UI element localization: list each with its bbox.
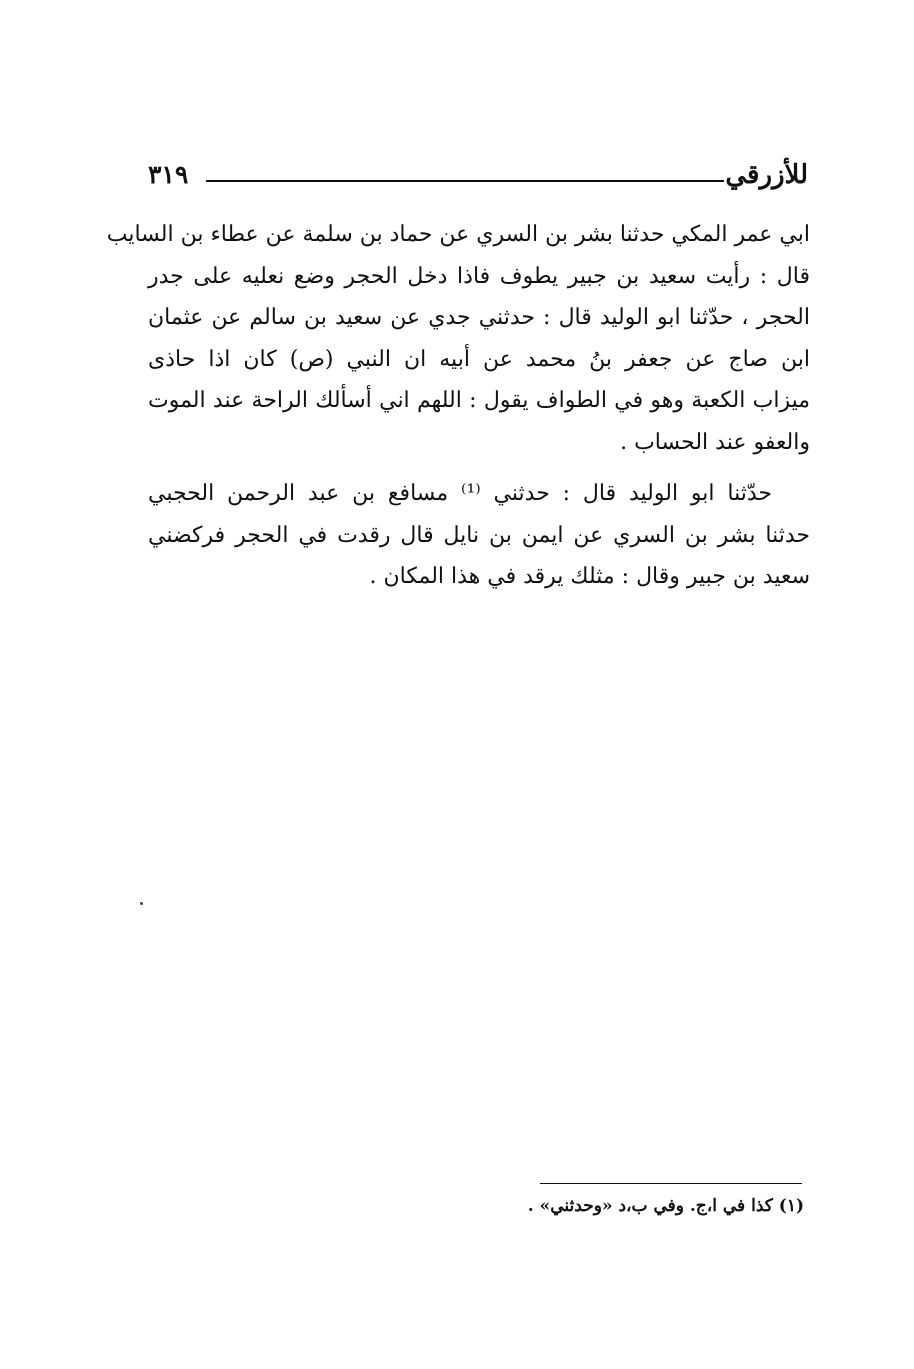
footnote-rule xyxy=(540,1183,802,1184)
text-line: ابن صاج عن جعفر بنُ محمد عن أبيه ان النبي (ص) كان اذا حاذى xyxy=(148,346,810,372)
header-rule xyxy=(206,180,724,182)
text-line: ميزاب الكعبة وهو في الطواف يقول : اللهم اني أسألك الراحة عند الموت xyxy=(148,388,810,413)
text-line: سعيد بن جبير وقال : مثلك يرقد في هذا المكان . xyxy=(369,564,810,589)
text-line: الحجر ، حدّثنا ابو الوليد قال : حدثني جدي عن سعيد بن سالم عن عثمان xyxy=(148,305,810,330)
text-line: قال : رأيت سعيد بن جبير يطوف فاذا دخل الحجر وضع نعليه على جدر xyxy=(148,263,810,289)
paragraph-1 xyxy=(106,214,810,463)
page-number: ٣١٩ xyxy=(148,160,189,189)
paragraph-2 xyxy=(148,473,810,598)
running-header xyxy=(148,160,808,200)
body-text xyxy=(106,214,810,598)
text-line: ابي عمر المكي حدثنا بشر بن السري عن حماد بن سلمة عن عطاء بن السايب xyxy=(106,222,810,247)
text-line: حدثنا بشر بن السري عن ايمن بن نايل قال رقدت في الحجر فركضني xyxy=(148,522,810,548)
running-title: للأزرقي xyxy=(725,160,808,190)
text-line: والعفو عند الحساب . xyxy=(620,429,810,455)
text-line: حدّثنا ابو الوليد قال : حدثني ⁽¹⁾ مسافع بن عبد الرحمن الحجبي xyxy=(148,481,772,506)
footnote: (١) كذا في ا،ج. وفي ب،د «وحدثني» . xyxy=(527,1196,804,1216)
scan-speck xyxy=(140,902,143,905)
